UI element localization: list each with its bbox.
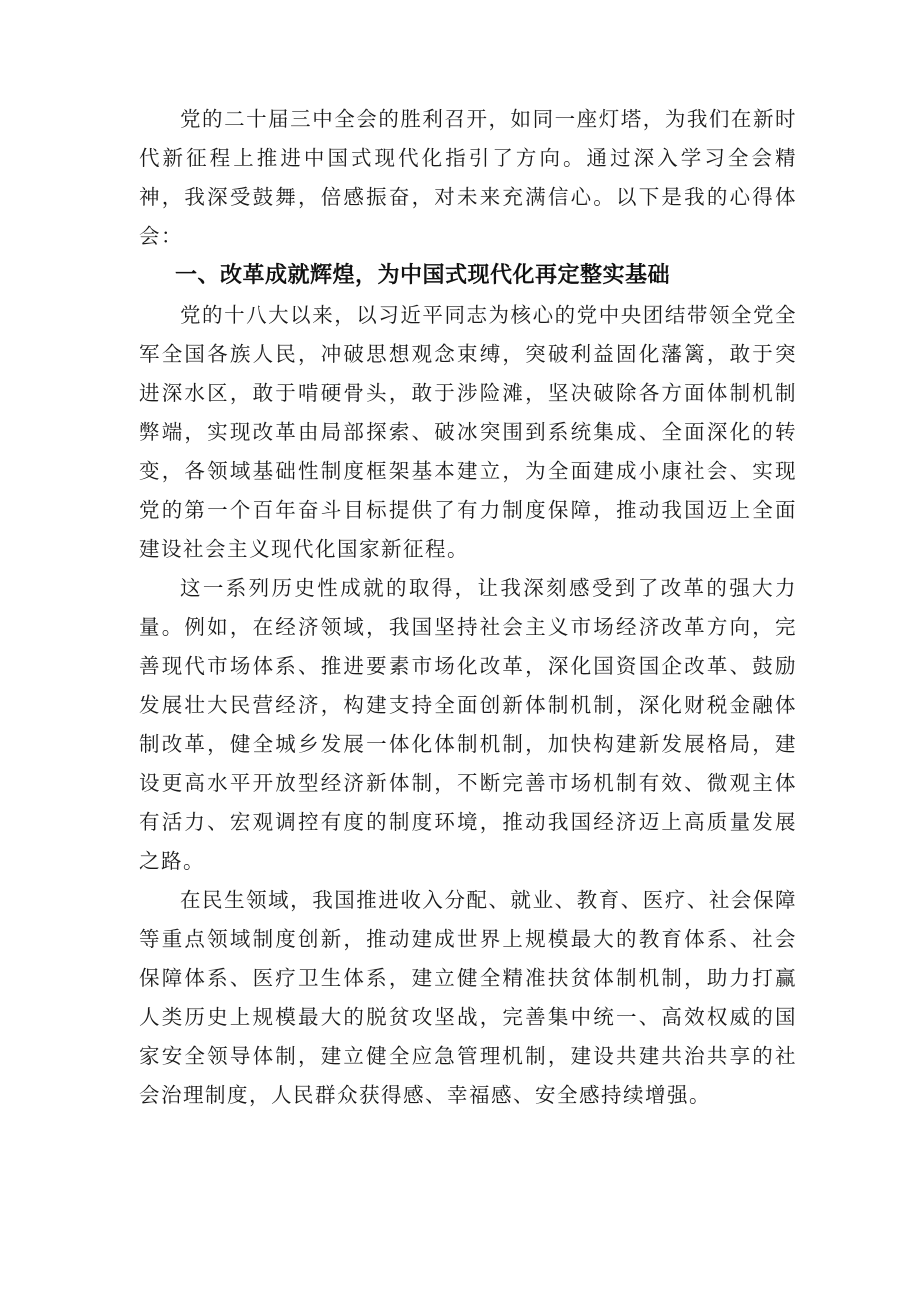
body-paragraph-1: 党的十八大以来，以习近平同志为核心的党中央团结带领全党全军全国各族人民，冲破思想观念束缚，突破利益固化藩篱，敢于突进深水区，敢于啃硬骨头，敢于涉险滩，坚决破除各方面体制机制弊端，实现改革由局部探索、破冰突围到系统集成、全面深化的转变，各领域基础性制度框架基本建立，为全面建成小康社会、实现党的第一个百年奋斗目标提供了有力制度保障，推动我国迈上全面建设社会主义现代化国家新征程。 (139, 303, 797, 561)
section-heading: 一、改革成就辉煌，为中国式现代化再定整实基础 (175, 263, 671, 288)
body-paragraph-3: 在民生领域，我国推进收入分配、就业、教育、医疗、社会保障等重点领域制度创新，推动建成世界上规模最大的教育体系、社会保障体系、医疗卫生体系，建立健全精准扶贫体制机制，助力打赢人类历史上规模最大的脱贫攻坚战，完善集中统一、高效权威的国家安全领导体制，建立健全应急管理机制，建设共建共治共享的社会治理制度，人民群众获得感、幸福感、安全感持续增强。 (139, 888, 797, 1107)
document-body (139, 100, 797, 1115)
intro-paragraph: 党的二十届三中全会的胜利召开，如同一座灯塔，为我们在新时代新征程上推进中国式现代化指引了方向。通过深入学习全会精神，我深受鼓舞，倍感振奋，对未来充满信心。以下是我的心得体会： (139, 107, 797, 248)
body-paragraph-2: 这一系列历史性成就的取得，让我深刻感受到了改革的强大力量。例如，在经济领域，我国坚持社会主义市场经济改革方向，完善现代市场体系、推进要素市场化改革，深化国资国企改革、鼓励发展壮大民营经济，构建支持全面创新体制机制，深化财税金融体制改革，健全城乡发展一体化体制机制，加快构建新发展格局，建设更高水平开放型经济新体制，不断完善市场机制有效、微观主体有活力、宏观调控有度的制度环境，推动我国经济迈上高质量发展之路。 (139, 576, 797, 873)
